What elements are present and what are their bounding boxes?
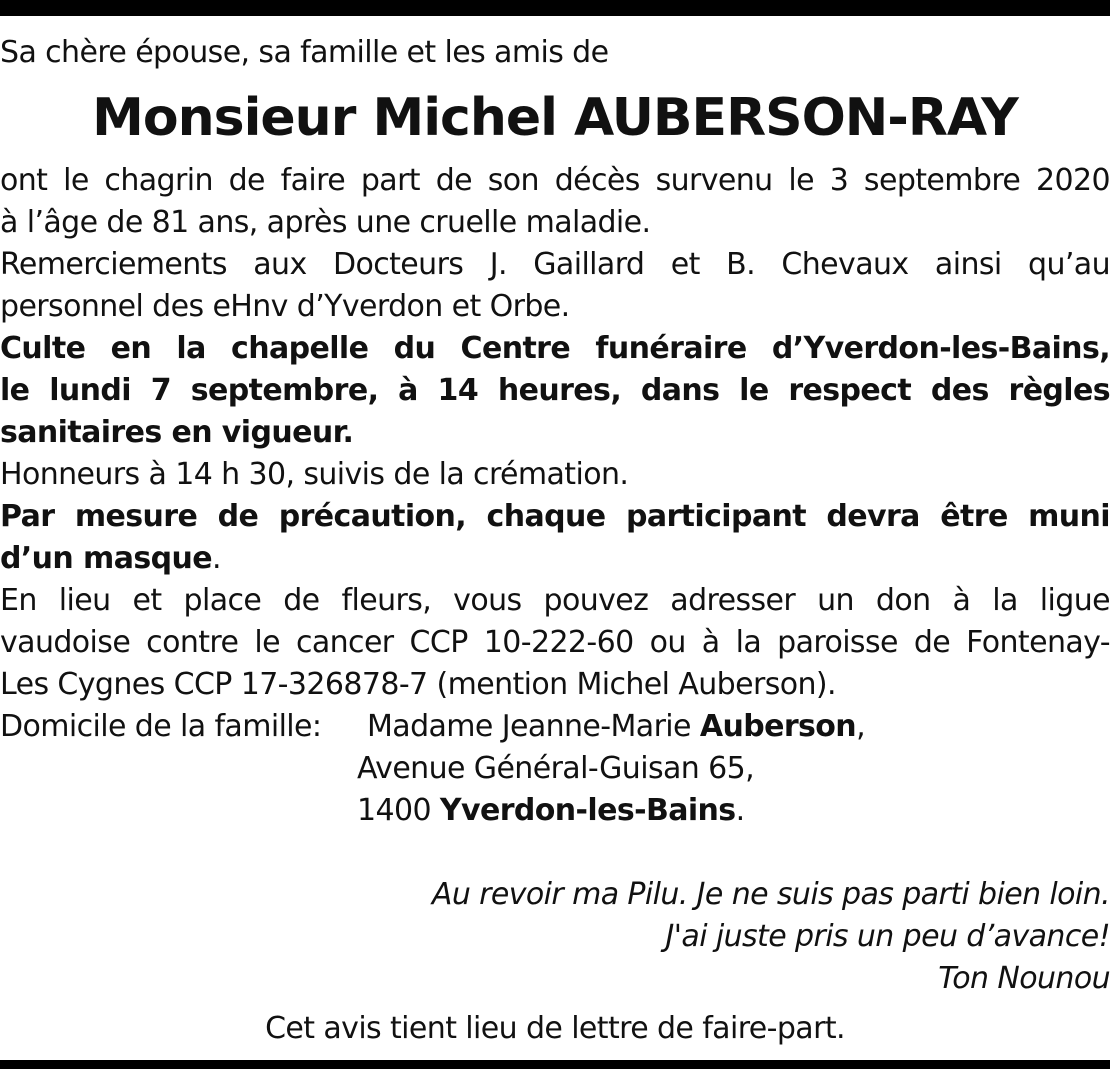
service-line-1: Culte en la chapelle du Centre funéraire d’Yverdon-les-Bains,: [0, 331, 1110, 366]
domicile-name: [367, 706, 865, 748]
mask-end: .: [211, 541, 221, 576]
family-domicile: [0, 706, 1110, 832]
mask-bold: d’un masque: [0, 541, 212, 576]
thanks-line-2: personnel des eHnv d’Yverdon et Orbe.: [0, 289, 570, 324]
farewell-quote: [0, 874, 1110, 1000]
domicile-label: Domicile de la famille:: [0, 709, 322, 744]
donation-line-1: En lieu et place de fleurs, vous pouvez adresser un don à la ligue: [0, 583, 1110, 618]
domicile-surname: Auberson: [699, 709, 857, 744]
donation-line-2: vaudoise contre le cancer CCP 10-222-60 ou à la paroisse de Fontenay-: [0, 625, 1110, 660]
quote-line-1: Au revoir ma Pilu. Je ne suis pas parti bien loin.: [431, 877, 1110, 912]
intro-text: Sa chère épouse, sa famille et les amis de: [0, 35, 609, 70]
top-rule: [0, 0, 1110, 16]
domicile-street: Avenue Général-Guisan 65,: [357, 751, 755, 786]
quote-signature: Ton Nounou: [938, 961, 1110, 996]
quote-line-2: J'ai juste pris un peu d’avance!: [665, 919, 1110, 954]
deceased-name: Monsieur Michel AUBERSON-RAY: [92, 88, 1018, 148]
announce-line-2: à l’âge de 81 ans, après une cruelle maladie.: [0, 205, 651, 240]
mask-line-1: Par mesure de précaution, chaque participant devra être muni: [0, 499, 1110, 534]
footer-note: Cet avis tient lieu de lettre de faire-part.: [265, 1011, 845, 1046]
domicile-address: [357, 706, 865, 832]
mask-line-2: [0, 538, 1110, 580]
bottom-rule: [0, 1060, 1110, 1069]
announce-line-1: ont le chagrin de faire part de son décès survenu le 3 septembre 2020: [0, 163, 1110, 198]
domicile-name-prefix: Madame Jeanne-Marie: [367, 709, 700, 744]
thanks-line-1: Remerciements aux Docteurs J. Gaillard et B. Chevaux ainsi qu’au: [0, 247, 1110, 282]
obituary-notice: [0, 32, 1110, 1050]
honneurs-text: Honneurs à 14 h 30, suivis de la crémation.: [0, 457, 629, 492]
domicile-city-name: Yverdon-les-Bains: [439, 793, 736, 828]
donation-line-3: Les Cygnes CCP 17-326878-7 (mention Michel Auberson).: [0, 667, 836, 702]
domicile-name-suffix: ,: [856, 709, 865, 744]
service-line-2: le lundi 7 septembre, à 14 heures, dans le respect des règles: [0, 373, 1110, 408]
domicile-city: [357, 790, 865, 832]
service-line-3: sanitaires en vigueur.: [0, 415, 354, 450]
domicile-city-suffix: .: [735, 793, 745, 828]
domicile-zip: 1400: [357, 793, 440, 828]
